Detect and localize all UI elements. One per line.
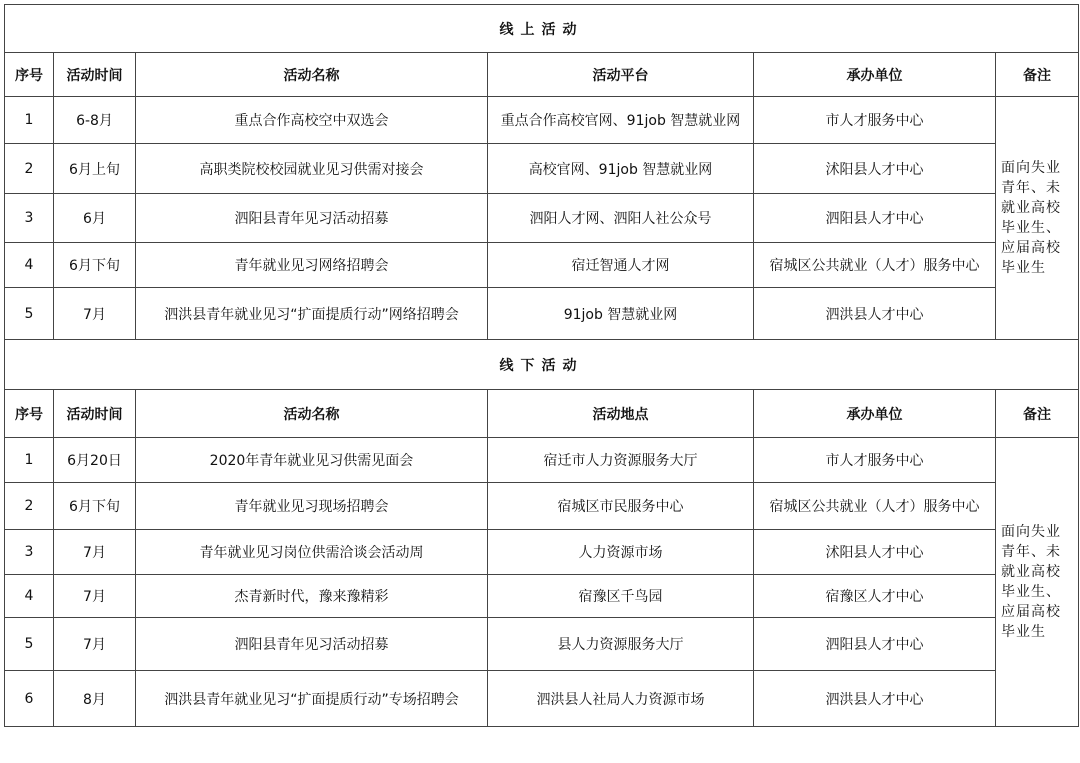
header-platform: 活动平台 [488,53,754,97]
table-row [5,618,1079,671]
table-row [5,144,1079,194]
header-name: 活动名称 [136,390,488,438]
header-organizer: 承办单位 [754,53,996,97]
table-row [5,243,1079,288]
offline-remarks [996,438,1079,727]
remark-line: 应届高校 [1001,604,1061,620]
row-time: 7月 [54,575,136,618]
row-name: 重点合作高校空中双选会 [136,97,488,144]
row-no: 3 [5,194,54,243]
row-name: 泗洪县青年就业见习“扩面提质行动”网络招聘会 [136,288,488,340]
row-time: 6月下旬 [54,243,136,288]
row-location: 泗洪县人社局人力资源市场 [488,671,754,727]
row-organizer: 宿豫区人才中心 [754,575,996,618]
row-location: 人力资源市场 [488,530,754,575]
remark-line: 青年、未 [1001,544,1061,560]
row-time: 8月 [54,671,136,727]
row-name: 2020年青年就业见习供需见面会 [136,438,488,483]
row-time: 7月 [54,530,136,575]
row-location: 县人力资源服务大厅 [488,618,754,671]
row-no: 5 [5,618,54,671]
activity-table [4,4,1079,727]
row-organizer: 泗洪县人才中心 [754,671,996,727]
remark-line: 毕业生、 [1001,584,1061,600]
row-location: 宿城区市民服务中心 [488,483,754,530]
row-no: 5 [5,288,54,340]
row-name: 青年就业见习网络招聘会 [136,243,488,288]
row-platform: 高校官网、91job 智慧就业网 [488,144,754,194]
table-row [5,671,1079,727]
table-row [5,194,1079,243]
header-time: 活动时间 [54,390,136,438]
row-no: 3 [5,530,54,575]
row-no: 1 [5,97,54,144]
remark-line: 毕业生 [1001,260,1046,276]
row-no: 4 [5,243,54,288]
remark-line: 青年、未 [1001,180,1061,196]
row-name: 青年就业见习岗位供需洽谈会活动周 [136,530,488,575]
row-name: 泗阳县青年见习活动招募 [136,194,488,243]
row-organizer: 泗阳县人才中心 [754,618,996,671]
header-organizer: 承办单位 [754,390,996,438]
table-row [5,483,1079,530]
row-organizer: 泗洪县人才中心 [754,288,996,340]
row-name: 高职类院校校园就业见习供需对接会 [136,144,488,194]
row-time: 6月 [54,194,136,243]
remark-line: 应届高校 [1001,240,1061,256]
online-section-title: 线上活动 [5,5,1079,53]
table-row [5,575,1079,618]
row-name: 泗阳县青年见习活动招募 [136,618,488,671]
row-organizer: 沭阳县人才中心 [754,144,996,194]
online-header-row [5,53,1079,97]
offline-section-title: 线下活动 [5,340,1079,390]
offline-header-row [5,390,1079,438]
row-location: 宿豫区千鸟园 [488,575,754,618]
table-row [5,97,1079,144]
header-location: 活动地点 [488,390,754,438]
row-platform: 宿迁智通人才网 [488,243,754,288]
table-row [5,288,1079,340]
row-platform: 91job 智慧就业网 [488,288,754,340]
header-time: 活动时间 [54,53,136,97]
row-no: 2 [5,144,54,194]
header-remarks: 备注 [996,390,1079,438]
remark-line: 就业高校 [1001,564,1061,580]
remark-line: 就业高校 [1001,200,1061,216]
row-time: 6月上旬 [54,144,136,194]
row-platform: 泗阳人才网、泗阳人社公众号 [488,194,754,243]
remark-line: 毕业生 [1001,624,1046,640]
header-no: 序号 [5,390,54,438]
remark-line: 面向失业 [1001,160,1061,176]
row-no: 6 [5,671,54,727]
online-remarks [996,97,1079,340]
row-time: 7月 [54,288,136,340]
row-organizer: 宿城区公共就业（人才）服务中心 [754,243,996,288]
row-name: 青年就业见习现场招聘会 [136,483,488,530]
row-time: 6月下旬 [54,483,136,530]
activity-schedule [4,4,1079,727]
header-no: 序号 [5,53,54,97]
header-remarks: 备注 [996,53,1079,97]
header-name: 活动名称 [136,53,488,97]
remark-line: 面向失业 [1001,524,1061,540]
row-name: 泗洪县青年就业见习“扩面提质行动”专场招聘会 [136,671,488,727]
row-no: 4 [5,575,54,618]
remark-line: 毕业生、 [1001,220,1061,236]
table-row [5,438,1079,483]
table-row [5,530,1079,575]
row-organizer: 泗阳县人才中心 [754,194,996,243]
row-organizer: 沭阳县人才中心 [754,530,996,575]
row-location: 宿迁市人力资源服务大厅 [488,438,754,483]
row-time: 6-8月 [54,97,136,144]
row-time: 6月20日 [54,438,136,483]
online-title-row [5,5,1079,53]
row-no: 2 [5,483,54,530]
row-time: 7月 [54,618,136,671]
row-platform: 重点合作高校官网、91job 智慧就业网 [488,97,754,144]
row-organizer: 市人才服务中心 [754,97,996,144]
offline-title-row [5,340,1079,390]
row-no: 1 [5,438,54,483]
row-organizer: 市人才服务中心 [754,438,996,483]
row-name: 杰青新时代，豫来豫精彩 [136,575,488,618]
row-organizer: 宿城区公共就业（人才）服务中心 [754,483,996,530]
